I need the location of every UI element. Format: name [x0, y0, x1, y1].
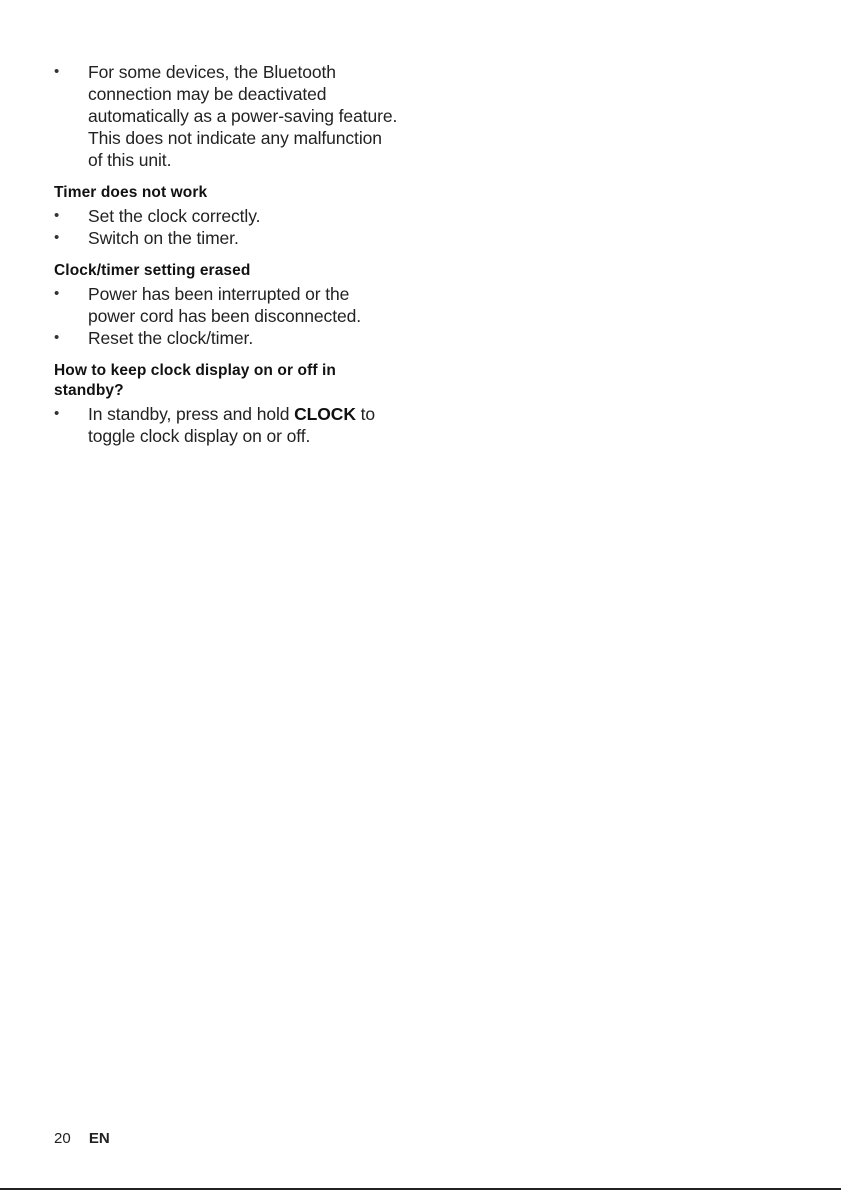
- section-heading-timer: Timer does not work: [54, 184, 208, 201]
- clock-display-bullet-list: [54, 403, 399, 447]
- page-number: 20: [54, 1130, 71, 1147]
- page-footer: [54, 1130, 110, 1147]
- bullet-text: Reset the clock/timer.: [88, 328, 254, 348]
- language-code: EN: [88, 1130, 110, 1147]
- bullet-icon: •: [54, 285, 60, 302]
- section-heading-clock-display: How to keep clock display on or off in standby?: [54, 362, 336, 399]
- list-item: [54, 61, 399, 171]
- bullet-icon: •: [54, 329, 60, 346]
- list-item: [54, 227, 399, 249]
- clock-erased-bullet-list: [54, 283, 399, 349]
- bullet-icon: •: [54, 207, 60, 224]
- bullet-text-before: In standby, press and hold: [88, 404, 295, 424]
- timer-bullet-list: [54, 205, 399, 249]
- bottom-divider: [0, 1188, 841, 1190]
- list-item: [54, 327, 399, 349]
- intro-bullet-list: [54, 61, 399, 171]
- bullet-icon: •: [54, 229, 60, 246]
- section-heading-clock-erased: Clock/timer setting erased: [54, 262, 251, 279]
- bullet-text: Power has been interrupted or the power cord has been disconnected.: [88, 284, 361, 326]
- bullet-text-after: to toggle clock display on or off.: [88, 404, 376, 446]
- page-content: [54, 61, 399, 447]
- list-item: [54, 205, 399, 227]
- bullet-icon: •: [54, 405, 60, 422]
- bullet-text: Switch on the timer.: [88, 228, 239, 248]
- list-item: [54, 283, 399, 327]
- bullet-text: Set the clock correctly.: [88, 206, 261, 226]
- bullet-icon: •: [54, 63, 60, 80]
- clock-key-label: CLOCK: [294, 404, 356, 424]
- bullet-text: For some devices, the Bluetooth connection may be deactivated automatically as a power-saving feature. This does not indicate any malfunction of this unit.: [88, 62, 398, 170]
- list-item: [54, 403, 399, 447]
